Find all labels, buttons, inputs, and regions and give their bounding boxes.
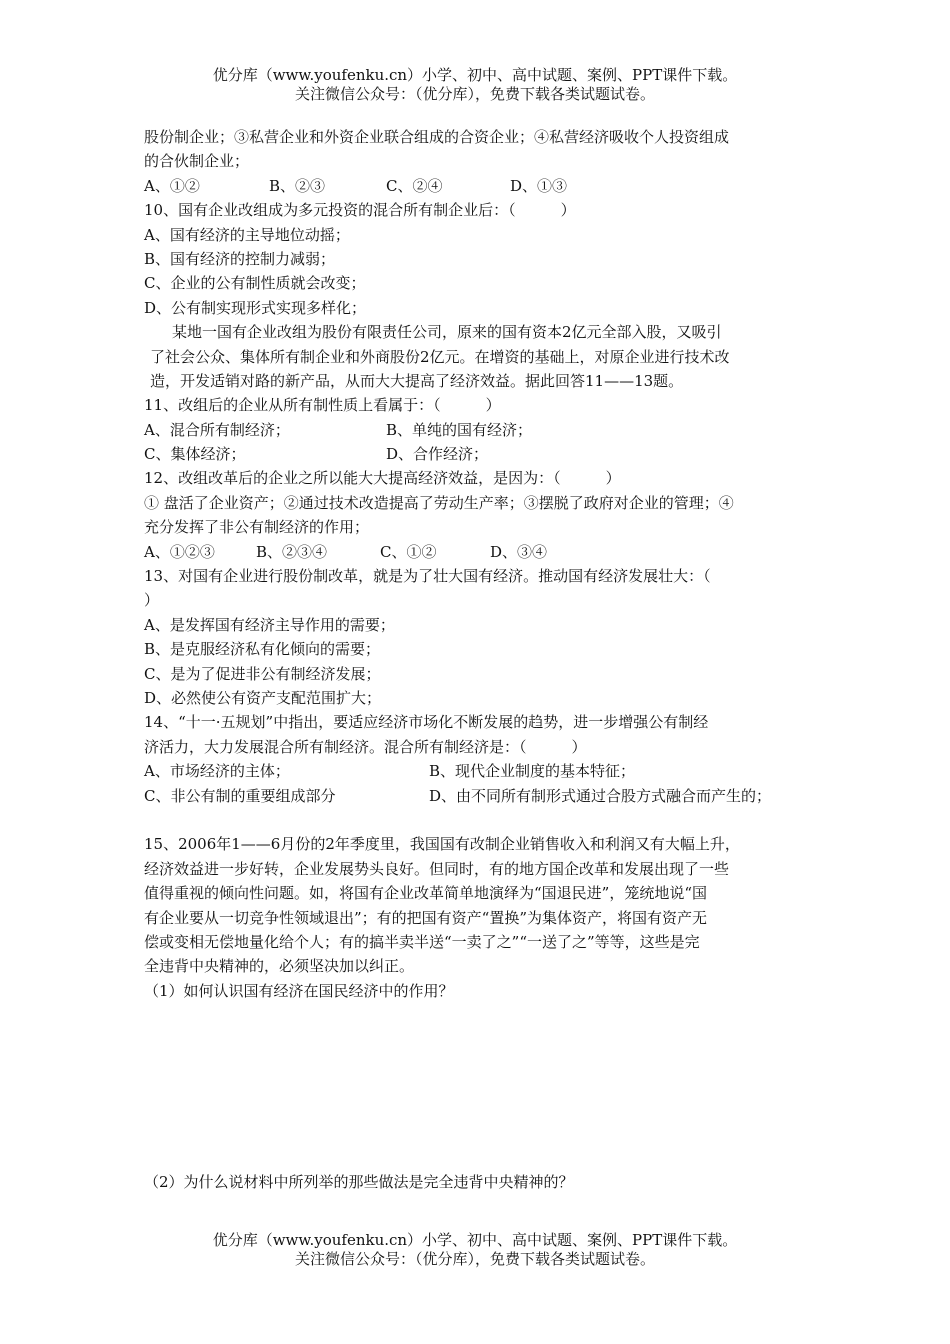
q13-option-b: B、是克服经济私有化倾向的需要； bbox=[144, 640, 381, 659]
footer-line-2: 关注微信公众号：（优分库），免费下载各类试题试卷。 bbox=[294, 1250, 655, 1268]
q9-continuation-2: 的合伙制企业； bbox=[144, 152, 250, 171]
q11-option-d: D、合作经济； bbox=[386, 445, 489, 464]
header-line-1: 优分库（www.youfenku.cn）小学、初中、高中试题、案例、PPT课件下载。 bbox=[212, 66, 738, 84]
q13-option-d: D、必然使公有资产支配范围扩大； bbox=[144, 688, 382, 707]
q11-options-row-2 bbox=[144, 442, 808, 466]
q10-option-a: A、国有经济的主导地位动摇； bbox=[144, 225, 350, 244]
footer-line-1: 优分库（www.youfenku.cn）小学、初中、高中试题、案例、PPT课件下载。 bbox=[212, 1231, 738, 1249]
q15-line-3: 值得重视的倾向性问题。如，将国有企业改革简单地演绎为“国退民进”，笼统地说“国 bbox=[144, 884, 708, 903]
q15-line-6: 全违背中央精神的，必须坚决加以纠正。 bbox=[144, 957, 415, 976]
q12-option-d: D、③④ bbox=[490, 542, 548, 561]
q13-stem-1: 13、对国有企业进行股份制改革，就是为了壮大国有经济。推动国有经济发展壮大：（ bbox=[144, 567, 711, 586]
q10-option-c: C、企业的公有制性质就会改变； bbox=[144, 274, 366, 293]
q9-option-d: D、①③ bbox=[510, 176, 568, 195]
q11-option-a: A、混合所有制经济； bbox=[144, 420, 290, 439]
q9-option-b: B、②③ bbox=[269, 176, 326, 195]
q15-line-2: 经济效益进一步好转，企业发展势头良好。但同时，有的地方国企改革和发展出现了一些 bbox=[144, 859, 730, 878]
q12-statements-1: ① 盘活了企业资产；②通过技术改造提高了劳动生产率；③摆脱了政府对企业的管理；④ bbox=[144, 493, 734, 512]
q12-stem: 12、改组改革后的企业之所以能大大提高经济效益，是因为：（ ） bbox=[144, 469, 621, 488]
q9-option-c: C、②④ bbox=[386, 176, 443, 195]
page-footer bbox=[0, 1231, 950, 1269]
material-line-1: 某地一国有企业改组为股份有限责任公司，原来的国有资本2亿元全部入股，又吸引 bbox=[172, 323, 722, 342]
q11-option-c: C、集体经济； bbox=[144, 445, 246, 464]
q15-line-1: 15、2006年1——6月份的2年季度里，我国国有改制企业销售收入和利润又有大幅上升， bbox=[144, 835, 740, 854]
q12-option-a: A、①②③ bbox=[144, 542, 215, 561]
q14-options-row-1 bbox=[144, 759, 808, 783]
q14-option-b: B、现代企业制度的基本特征； bbox=[429, 762, 636, 781]
q14-stem-1: 14、“十一·五规划”中指出，要适应经济市场化不断发展的趋势，进一步增强公有制经 bbox=[144, 713, 709, 732]
q9-option-a: A、①② bbox=[144, 176, 200, 195]
q13-option-a: A、是发挥国有经济主导作用的需要； bbox=[144, 615, 395, 634]
material-line-3: 造，开发适销对路的新产品，从而大大提高了经济效益。据此回答11——13题。 bbox=[150, 371, 684, 390]
q14-options-row-2 bbox=[144, 784, 808, 808]
page-header bbox=[0, 66, 950, 104]
q12-option-b: B、②③④ bbox=[256, 542, 328, 561]
q14-option-d: D、由不同所有制形式通过合股方式融合而产生的； bbox=[429, 786, 772, 805]
q14-option-a: A、市场经济的主体； bbox=[144, 762, 290, 781]
q12-option-c: C、①② bbox=[380, 542, 437, 561]
q13-stem-2: ） bbox=[144, 591, 160, 610]
q12-options bbox=[144, 540, 808, 564]
q11-option-b: B、单纯的国有经济； bbox=[386, 420, 533, 439]
q14-option-c: C、非公有制的重要组成部分 bbox=[144, 786, 336, 805]
q10-option-d: D、公有制实现形式实现多样化； bbox=[144, 298, 367, 317]
q10-stem: 10、国有企业改组成为多元投资的混合所有制企业后：（ ） bbox=[144, 201, 576, 220]
q13-option-c: C、是为了促进非公有制经济发展； bbox=[144, 664, 381, 683]
material-line-2: 了社会公众、集体所有制企业和外商股份2亿元。在增资的基础上，对原企业进行技术改 bbox=[150, 347, 730, 366]
document-body bbox=[144, 125, 808, 1003]
q11-options-row-1 bbox=[144, 418, 808, 442]
q9-options bbox=[144, 174, 808, 198]
q15-subquestion-1: （1）如何认识国有经济在国民经济中的作用？ bbox=[144, 981, 454, 1000]
q15-line-4: 有企业要从一切竞争性领域退出”；有的把国有资产“置换”为集体资产，将国有资产无 bbox=[144, 908, 708, 927]
q12-statements-2: 充分发挥了非公有制经济的作用； bbox=[144, 518, 370, 537]
q14-stem-2: 济活力，大力发展混合所有制经济。混合所有制经济是：（ ） bbox=[144, 737, 587, 756]
q10-option-b: B、国有经济的控制力减弱； bbox=[144, 249, 336, 268]
q11-stem: 11、改组后的企业从所有制性质上看属于：（ ） bbox=[144, 396, 501, 415]
blank-spacer bbox=[144, 808, 808, 832]
q9-continuation-1: 股份制企业；③私营企业和外资企业联合组成的合资企业；④私营经济吸收个人投资组成 bbox=[144, 128, 730, 146]
q15-line-5: 偿或变相无偿地量化给个人；有的搞半卖半送“一卖了之”“一送了之”等等，这些是完 bbox=[144, 932, 700, 951]
header-line-2: 关注微信公众号：（优分库），免费下载各类试题试卷。 bbox=[294, 85, 655, 103]
q15-subquestion-2: （2）为什么说材料中所列举的那些做法是完全违背中央精神的？ bbox=[144, 1173, 574, 1191]
